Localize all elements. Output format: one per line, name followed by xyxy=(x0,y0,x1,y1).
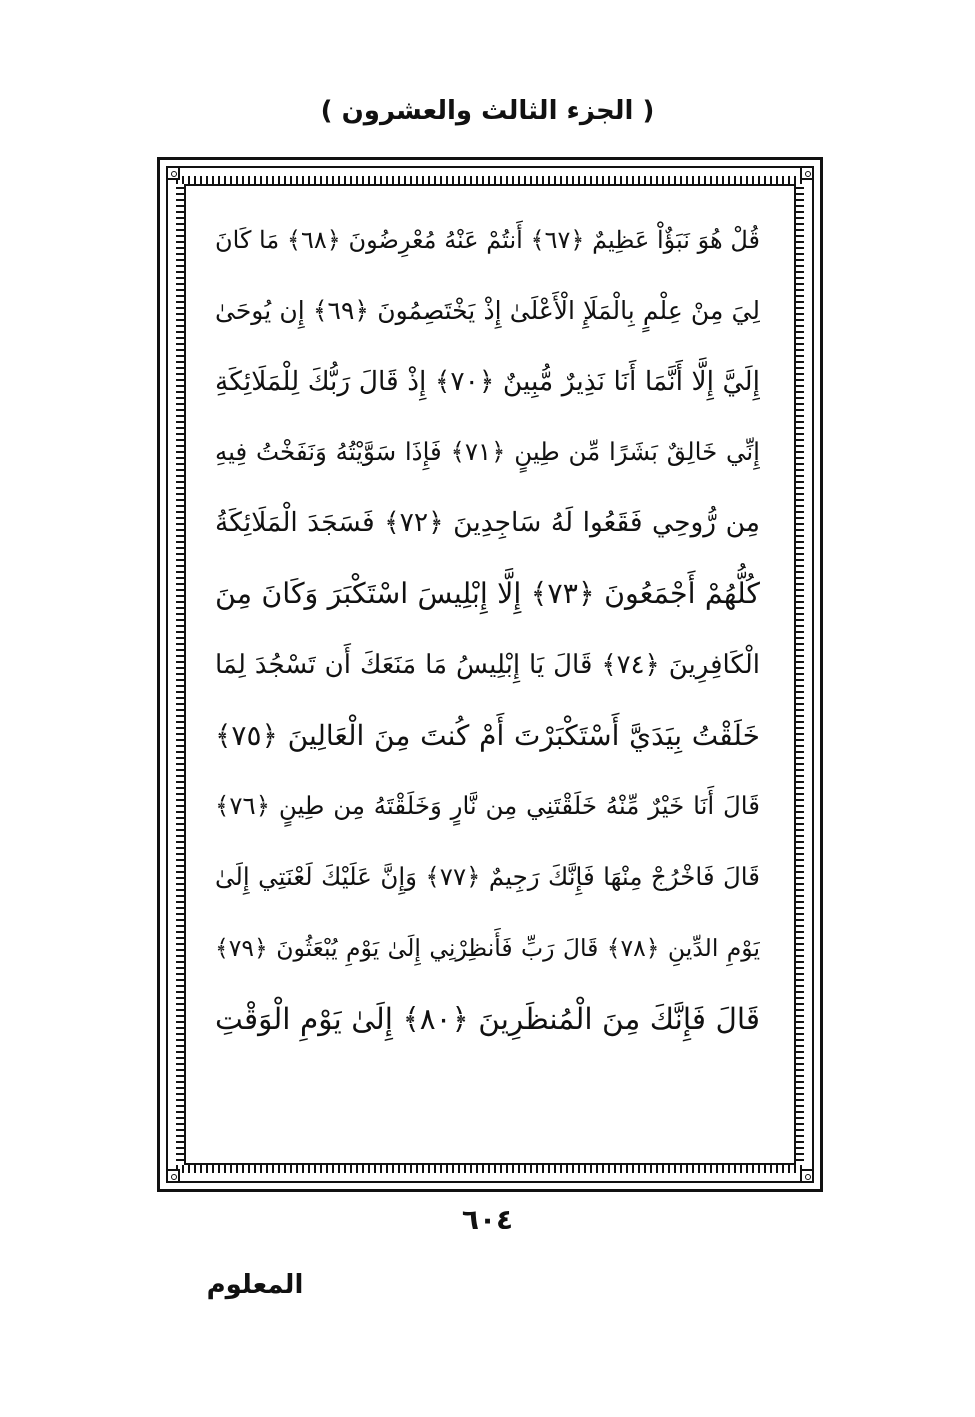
verse-line-8: خَلَقْتُ بِيَدَيَّ أَسْتَكْبَرْتَ أَمْ كُنتَ مِنَ الْعَالِينَ ﴿٧٥﴾ xyxy=(215,718,760,752)
verse-line-7: الْكَافِرِينَ ﴿٧٤﴾ قَالَ يَا إِبْلِيسُ مَا مَنَعَكَ أَن تَسْجُدَ لِمَا xyxy=(215,649,760,680)
verse-line-12: قَالَ فَإِنَّكَ مِنَ الْمُنظَرِينَ ﴿٨٠﴾ إِلَىٰ يَوْمِ الْوَقْتِ xyxy=(215,1001,760,1036)
verse-line-1: قُلْ هُوَ نَبَؤٌاْ عَظِيمٌ ﴿٦٧﴾ أَنتُمْ عَنْهُ مُعْرِضُونَ ﴿٦٨﴾ مَا كَانَ xyxy=(215,226,760,254)
corner-ornament-icon xyxy=(166,166,180,180)
page-number: ٦٠٤ xyxy=(461,1203,514,1236)
juz-header: ( الجزء الثالث والعشرون ) xyxy=(320,96,655,126)
catchword: المعلوم xyxy=(206,1270,304,1300)
verse-line-6: كُلُّهُمْ أَجْمَعُونَ ﴿٧٣﴾ إِلَّا إِبْلِيسَ اسْتَكْبَرَ وَكَانَ مِنَ xyxy=(215,576,760,610)
corner-ornament-icon xyxy=(166,1169,180,1183)
verse-line-11: يَوْمِ الدِّينِ ﴿٧٨﴾ قَالَ رَبِّ فَأَنظِرْنِي إِلَىٰ يَوْمِ يُبْعَثُونَ ﴿٧٩﴾ xyxy=(215,933,760,962)
corner-ornament-icon xyxy=(800,1169,814,1183)
verse-line-2: لِيَ مِنْ عِلْمٍ بِالْمَلَإِ الْأَعْلَىٰ إِذْ يَخْتَصِمُونَ ﴿٦٩﴾ إِن يُوحَىٰ xyxy=(215,295,760,325)
verse-line-5: مِن رُّوحِي فَقَعُوا لَهُ سَاجِدِينَ ﴿٧٢﴾ فَسَجَدَ الْمَلَائِكَةُ xyxy=(215,507,760,539)
verse-line-10: قَالَ فَاخْرُجْ مِنْهَا فَإِنَّكَ رَجِيمٌ ﴿٧٧﴾ وَإِنَّ عَلَيْكَ لَعْنَتِي إِلَىٰ xyxy=(215,862,760,892)
verse-line-4: إِنِّي خَالِقٌ بَشَرًا مِّن طِينٍ ﴿٧١﴾ فَإِذَا سَوَّيْتُهُ وَنَفَخْتُ فِيهِ xyxy=(215,437,760,467)
verse-text-block xyxy=(215,205,760,1055)
corner-ornament-icon xyxy=(800,166,814,180)
verse-line-3: إِلَيَّ إِلَّا أَنَّمَا أَنَا نَذِيرٌ مُّبِينٌ ﴿٧٠﴾ إِذْ قَالَ رَبُّكَ لِلْمَلَائِكَةِ xyxy=(215,365,760,397)
verse-line-9: قَالَ أَنَا خَيْرٌ مِّنْهُ خَلَقْتَنِي مِن نَّارٍ وَخَلَقْتَهُ مِن طِينٍ ﴿٧٦﴾ xyxy=(215,791,760,821)
